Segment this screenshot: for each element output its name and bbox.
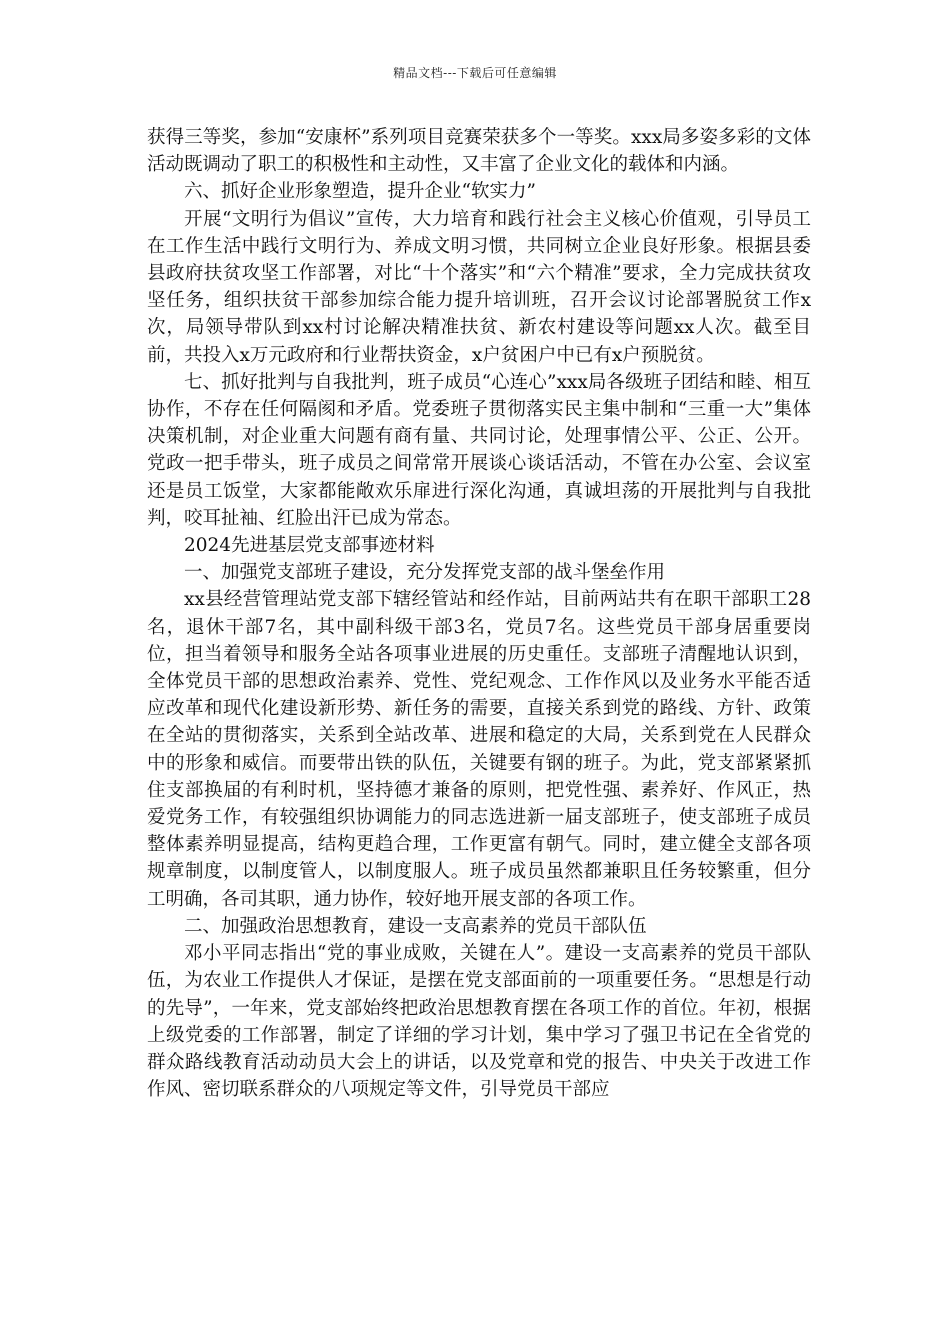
paragraph: 开展“文明行为倡议”宣传，大力培育和践行社会主义核心价值观，引导员工在工作生活中践行文明行为、养成文明习惯，共同树立企业良好形象。根据县委县政府扶贫攻坚工作部署，对比“十个落实”和“六个精准”要求，全力完成扶贫攻坚任务，组织扶贫干部参加综合能力提升培训班，召开会议讨论部署脱贫工作x次，局领导带队到xx村讨论解决精准扶贫、新农村建设等问题xx人次。截至目前，共投入x万元政府和行业帮扶资金，x户贫困户中已有x户预脱贫。 [147, 208, 811, 366]
paragraph: xx县经营管理站党支部下辖经管站和经作站，目前两站共有在职干部职工28名，退休干部7名，其中副科级干部3名，党员7名。这些党员干部身居重要岗位，担当着领导和服务全站各项事业进展的历史重任。支部班子清醒地认识到，全体党员干部的思想政治素养、党性、党纪观念、工作作风以及业务水平能否适应改革和现代化建设新形势、新任务的需要，直接关系到党的路线、方针、政策在全站的贯彻落实，关系到全站改革、进展和稳定的大局，关系到党在人民群众中的形象和威信。而要带出铁的队伍，关键要有钢的班子。为此，党支部紧紧抓住支部换届的有利时机，坚持德才兼备的原则，把党性强、素养好、作风正，热爱党务工作，有较强组织协调能力的同志选进新一届支部班子，使支部班子成员整体素养明显提高，结构更趋合理，工作更富有朝气。同时，建立健全支部各项规章制度，以制度管人，以制度服人。班子成员虽然都兼职且任务较繁重，但分工明确，各司其职，通力协作，较好地开展支部的各项工作。 [147, 589, 811, 910]
paragraph: 七、抓好批判与自我批判，班子成员“心连心”xxx局各级班子团结和睦、相互协作，不存在任何隔阂和矛盾。党委班子贯彻落实民主集中制和“三重一大”集体决策机制，对企业重大问题有商有量、共同讨论，处理事情公平、公正、公开。党政一把手带头，班子成员之间常常开展谈心谈话活动，不管在办公室、会议室还是员工饭堂，大家都能敞欢乐扉进行深化沟通，真诚坦荡的开展批判与自我批判，咬耳扯袖、红脸出汗已成为常态。 [147, 371, 811, 529]
paragraph: 获得三等奖，参加“安康杯”系列项目竞赛荣获多个一等奖。xxx局多姿多彩的文体活动既调动了职工的积极性和主动性，又丰富了企业文化的载体和内涵。 [147, 127, 811, 176]
section-heading: 一、加强党支部班子建设，充分发挥党支部的战斗堡垒作用 [184, 562, 666, 584]
page-header: 精品文档---下载后可任意编辑 [393, 66, 557, 80]
document-body [147, 124, 811, 1103]
paragraph: 邓小平同志指出“党的事业成败，关键在人”。建设一支高素养的党员干部队伍，为农业工作提供人才保证，是摆在党支部面前的一项重要任务。“思想是行动的先导”，一年来，党支部始终把政治思想教育摆在各项工作的首位。年初，根据上级党委的工作部署，制定了详细的学习计划，集中学习了强卫书记在全省党的群众路线教育活动动员大会上的讲话，以及党章和党的报告、中央关于改进工作作风、密切联系群众的八项规定等文件，引导党员干部应 [147, 943, 811, 1101]
section-heading: 六、抓好企业形象塑造，提升企业“软实力” [184, 181, 536, 203]
section-heading: 二、加强政治思想教育，建设一支高素养的党员干部队伍 [184, 915, 647, 937]
document-title: 2024先进基层党支部事迹材料 [184, 535, 435, 557]
